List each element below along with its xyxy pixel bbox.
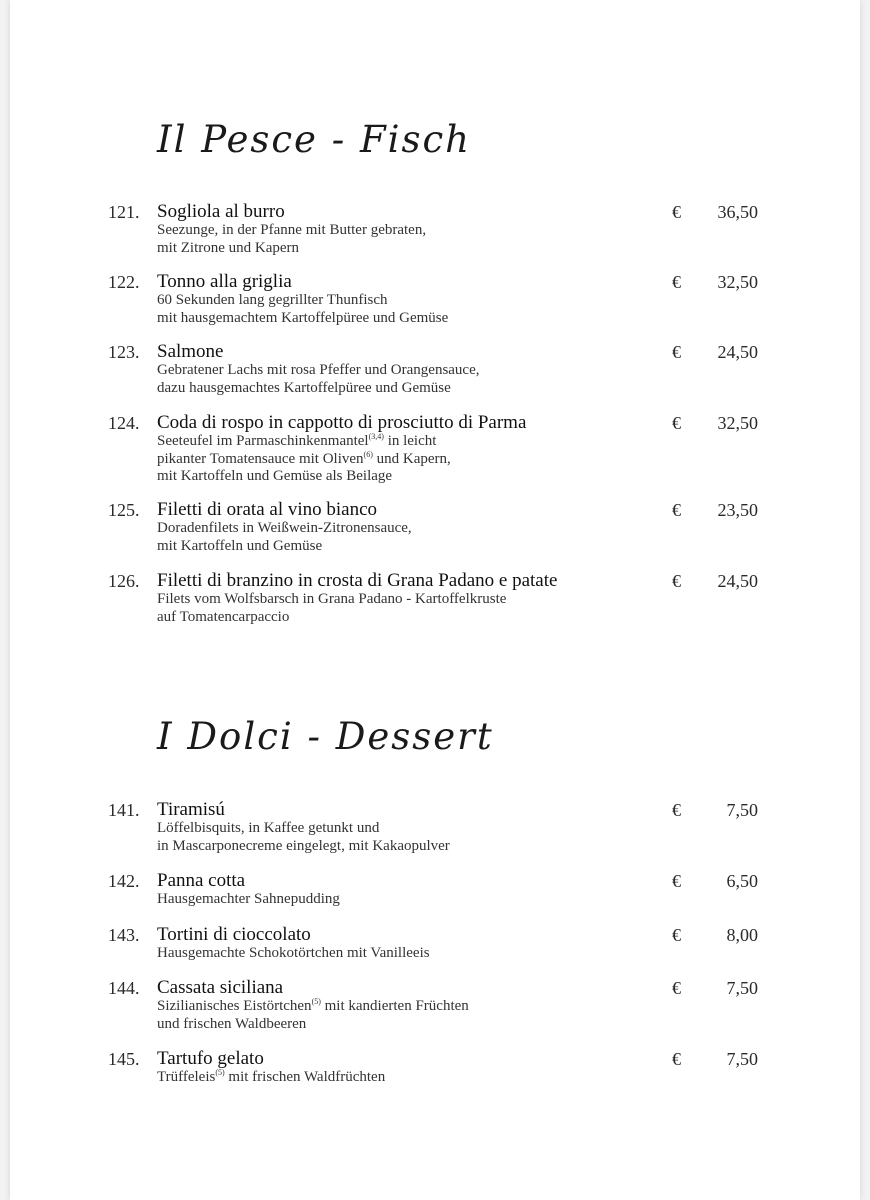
section-title: Il Pesce - Fisch (157, 118, 472, 161)
item-name: Panna cotta (157, 870, 246, 891)
description-text: Filets vom Wolfsbarsch in Grana Padano - Kartoffelkruste (157, 591, 507, 607)
description-line (157, 222, 426, 240)
item-description (157, 520, 412, 555)
item-number: 141. (108, 800, 140, 820)
description-text: Sizilianisches Eistörtchen (157, 998, 312, 1014)
currency-symbol: € (672, 871, 681, 891)
allergen-note: (6) (363, 449, 373, 459)
description-line (157, 591, 506, 609)
description-line (157, 1069, 385, 1087)
description-text: Seezunge, in der Pfanne mit Butter gebraten, (157, 222, 427, 238)
item-number: 143. (108, 925, 140, 945)
item-number: 126. (108, 571, 140, 591)
description-text: Trüffeleis (157, 1069, 216, 1085)
item-name: Cassata siciliana (157, 977, 284, 998)
description-text: Gebratener Lachs mit rosa Pfeffer und Orangensauce, (157, 362, 480, 378)
description-line (157, 838, 450, 856)
currency-symbol: € (672, 500, 681, 520)
description-text: in Mascarponecreme eingelegt, mit Kakaopulver (157, 837, 450, 854)
item-name: Tartufo gelato (157, 1048, 264, 1069)
item-name: Sogliola al burro (157, 201, 285, 222)
item-description (157, 891, 340, 909)
description-text: mit hausgemachtem Kartoffelpüree und Gemüse (157, 309, 449, 326)
description-text: pikanter Tomatensauce mit Oliven (157, 450, 364, 467)
item-price: 32,50 (717, 272, 758, 292)
currency-symbol: € (672, 342, 681, 362)
item-price: 7,50 (726, 1049, 758, 1069)
currency-symbol: € (672, 413, 681, 433)
description-text: Löffelbisquits, in Kaffee getunkt und (157, 820, 380, 836)
description-text: dazu hausgemachtes Kartoffelpüree und Gemüse (157, 379, 451, 396)
description-line (157, 538, 412, 556)
item-description (157, 292, 448, 327)
currency-symbol: € (672, 800, 681, 820)
section-title: I Dolci - Dessert (157, 715, 494, 758)
item-price: 36,50 (717, 202, 758, 222)
currency-symbol: € (672, 925, 681, 945)
item-name: Coda di rospo in cappotto di prosciutto di Parma (157, 412, 527, 433)
item-description (157, 998, 469, 1033)
item-price: 24,50 (717, 571, 758, 591)
currency-symbol: € (672, 1049, 681, 1069)
item-number: 144. (108, 978, 140, 998)
item-number: 121. (108, 202, 140, 222)
item-description (157, 1069, 385, 1087)
description-line (157, 240, 426, 258)
description-text: Hausgemachter Sahnepudding (157, 891, 340, 907)
description-line (157, 609, 506, 627)
description-text: und frischen Waldbeeren (157, 1015, 307, 1032)
item-name: Filetti di orata al vino bianco (157, 499, 378, 520)
description-line (157, 520, 412, 538)
description-line (157, 433, 451, 451)
description-line (157, 380, 480, 398)
currency-symbol: € (672, 978, 681, 998)
item-name: Tiramisú (157, 799, 225, 820)
item-price: 7,50 (726, 978, 758, 998)
allergen-note: (3,4) (368, 432, 384, 441)
currency-symbol: € (672, 272, 681, 292)
item-price: 23,50 (717, 500, 758, 520)
description-line (157, 891, 340, 909)
item-name: Tortini di cioccolato (157, 924, 311, 945)
description-line (157, 820, 450, 838)
description-line (157, 945, 430, 963)
description-line (157, 310, 448, 328)
description-text: mit kandierten Früchten (320, 998, 469, 1014)
item-number: 125. (108, 500, 140, 520)
menu-page (10, 0, 860, 1200)
description-line (157, 1016, 469, 1034)
currency-symbol: € (672, 202, 681, 222)
item-description (157, 820, 450, 855)
item-number: 145. (108, 1049, 140, 1069)
description-line (157, 451, 451, 469)
currency-symbol: € (672, 571, 681, 591)
item-description (157, 433, 451, 486)
item-description (157, 362, 480, 397)
item-price: 6,50 (726, 871, 758, 891)
item-number: 124. (108, 413, 140, 433)
description-line (157, 468, 451, 486)
description-line (157, 998, 469, 1016)
description-text: Hausgemachte Schokotörtchen mit Vanilleeis (157, 945, 430, 961)
item-price: 24,50 (717, 342, 758, 362)
description-text: mit Kartoffeln und Gemüse (157, 537, 323, 554)
description-line (157, 292, 448, 310)
description-text: auf Tomatencarpaccio (157, 608, 290, 625)
description-text: mit Kartoffeln und Gemüse als Beilage (157, 468, 393, 484)
item-description (157, 945, 430, 963)
item-number: 123. (108, 342, 140, 362)
description-text: mit Zitrone und Kapern (157, 239, 300, 256)
item-price: 32,50 (717, 413, 758, 433)
allergen-note: (5) (311, 997, 321, 1006)
item-description (157, 591, 506, 626)
item-description (157, 222, 426, 257)
item-price: 7,50 (726, 800, 758, 820)
allergen-note: (5) (215, 1068, 225, 1077)
item-name: Filetti di branzino in crosta di Grana Padano e patate (157, 570, 558, 591)
item-name: Salmone (157, 341, 224, 362)
item-number: 122. (108, 272, 140, 292)
description-text: mit frischen Waldfrüchten (224, 1069, 386, 1085)
description-line (157, 362, 480, 380)
item-number: 142. (108, 871, 140, 891)
item-price: 8,00 (726, 925, 758, 945)
description-text: und Kapern, (372, 450, 451, 467)
description-text: in leicht (383, 433, 437, 449)
description-text: 60 Sekunden lang gegrillter Thunfisch (157, 292, 388, 308)
item-name: Tonno alla griglia (157, 271, 292, 292)
description-text: Doradenfilets in Weißwein-Zitronensauce, (157, 520, 412, 536)
description-text: Seeteufel im Parmaschinkenmantel (157, 433, 369, 449)
